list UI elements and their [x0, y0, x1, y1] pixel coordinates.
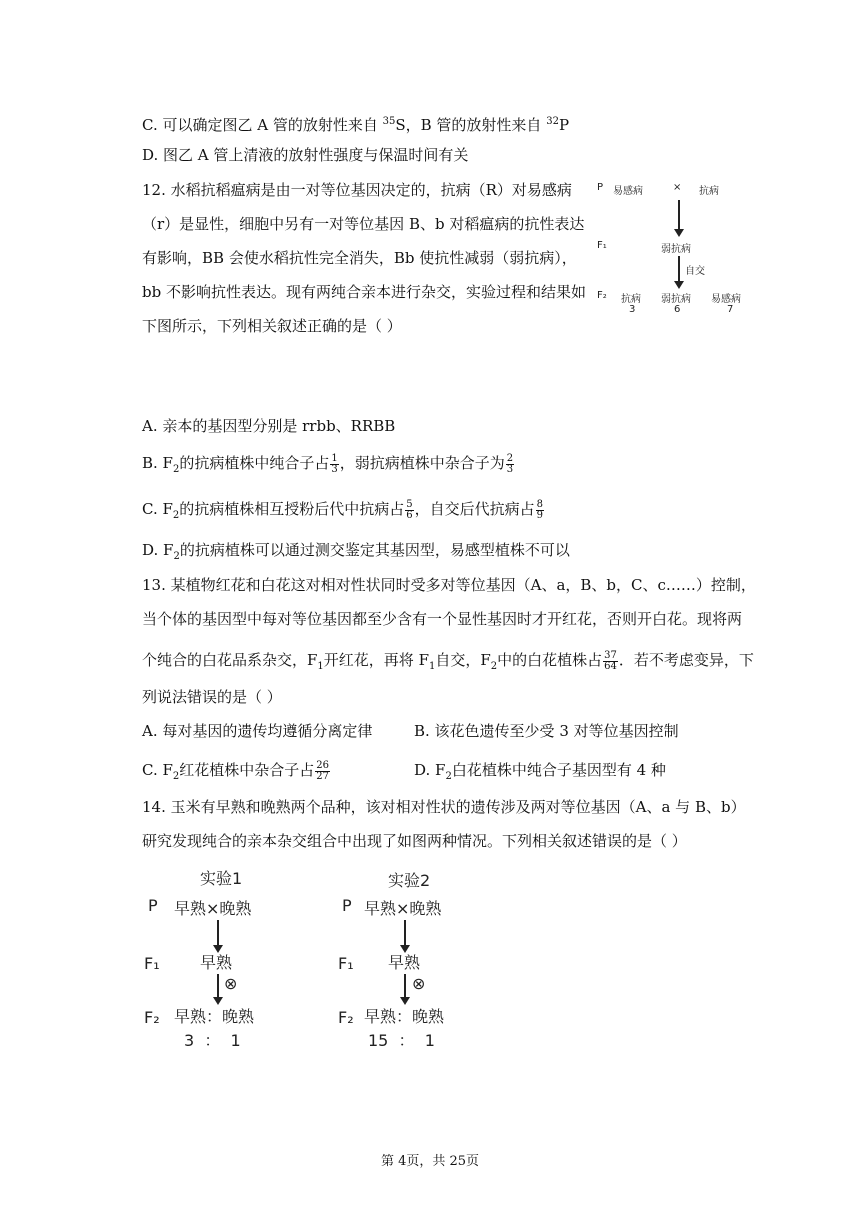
selfing-icon: ⊗: [224, 974, 238, 993]
selfing-icon: ⊗: [412, 974, 426, 993]
f1-phenotype: 早熟: [388, 953, 421, 972]
arrow-down-icon: [217, 974, 219, 998]
generation-f1-label: F₁: [597, 240, 607, 251]
generation-f1-label: F₁: [338, 954, 354, 973]
experiment-title: 实验1: [200, 869, 243, 888]
f2-phenotypes: 早熟：晚熟: [174, 1007, 255, 1026]
q12-option-d: D. $F_2$的抗病植株可以通过测交鉴定其基因型，易感型植株不可以: [142, 541, 570, 562]
arrow-down-icon: [404, 920, 406, 946]
generation-f2-label: F₂: [338, 1008, 354, 1027]
arrow-down-icon: [217, 920, 219, 946]
arrow-down-icon: [678, 256, 680, 282]
q11-option-d: D. 图乙 A 管上清液的放射性强度与保温时间有关: [142, 146, 469, 164]
experiment-2-diagram: [334, 862, 484, 1062]
q12-stem-line-1: 12. 水稻抗稻瘟病是由一对等位基因决定的，抗病（R）对易感病: [142, 181, 572, 199]
f2-ratio-weak: 6: [674, 304, 681, 315]
generation-p-label: P: [342, 896, 352, 915]
f2-ratio: 3 ： 1: [184, 1031, 241, 1050]
parent-susceptible: 易感病: [613, 186, 643, 197]
f2-ratio-resistant: 3: [629, 304, 636, 315]
q13-stem-line-1: 13. 某植物红花和白花这对相对性状同时受多对等位基因（A、a，B、b，C、c……）控制，: [142, 576, 756, 594]
f2-phenotype-resistant: 抗病: [621, 294, 641, 305]
q14-stem-line-1: 14. 玉米有早熟和晚熟两个品种，该对相对性状的遗传涉及两对等位基因（A、a 与 B、b）: [142, 798, 746, 816]
q14-stem-line-2: 研究发现纯合的亲本杂交组合中出现了如图两种情况。下列相关叙述错误的是（ ）: [142, 832, 687, 850]
fraction: $\frac{26}{27}$: [316, 759, 330, 782]
q13-option-c: C. $F_2$红花植株中杂合子占 $\frac{26}{27}$: [142, 759, 330, 782]
q13-stem-line-3: 个纯合的白花品系杂交，$F_1$开红花，再将 $F_1$自交，$F_2$中的白花植株占 $\frac{37}{64}$ ．若不考虑变异，下: [142, 649, 754, 672]
q12-stem-line-3: 有影响，BB 会使水稻抗性完全消失，Bb 使抗性减弱（弱抗病），: [142, 249, 577, 267]
experiment-1-diagram: [140, 862, 290, 1062]
f2-phenotype-susceptible: 易感病: [711, 294, 741, 305]
generation-f2-label: F₂: [144, 1008, 160, 1027]
fraction: $\frac{8}{9}$: [536, 498, 544, 521]
q13-option-a: A. 每对基因的遗传均遵循分离定律: [142, 722, 373, 740]
q12-option-a: A. 亲本的基因型分别是 rrbb、RRBB: [142, 417, 396, 435]
arrow-down-icon: [678, 200, 680, 230]
q12-stem-line-2: （r）是显性，细胞中另有一对等位基因 B、b 对稻瘟病的抗性表达: [142, 215, 585, 233]
q12-option-c: C. $F_2$的抗病植株相互授粉后代中抗病占 $\frac{5}{6}$ ，自交后代抗病占 $\frac{8}{9}$: [142, 498, 544, 521]
f2-ratio: 15 ： 1: [368, 1031, 435, 1050]
f1-phenotype: 弱抗病: [661, 244, 691, 255]
generation-p-label: P: [148, 896, 158, 915]
f2-phenotypes: 早熟：晚熟: [364, 1007, 445, 1026]
f1-phenotype: 早熟: [200, 953, 233, 972]
parent-cross: 早熟×晚熟: [174, 899, 252, 918]
fraction: $\frac{5}{6}$: [406, 498, 413, 521]
generation-f1-label: F₁: [144, 954, 160, 973]
parent-resistant: 抗病: [699, 186, 719, 197]
q13-option-b: B. 该花色遗传至少受 3 对等位基因控制: [414, 722, 679, 740]
f2-ratio-susceptible: 7: [727, 304, 734, 315]
fraction: $\frac{1}{3}$: [331, 452, 338, 475]
parent-cross: 早熟×晚熟: [364, 899, 442, 918]
q13-stem-line-2: 当个体的基因型中每对等位基因都至少含有一个显性基因时才开红花，否则开白花。现将两: [142, 610, 743, 628]
cross-symbol: ×: [673, 182, 682, 193]
q12-stem-line-5: 下图所示，下列相关叙述正确的是（ ）: [142, 317, 402, 335]
q13-stem-line-4: 列说法错误的是（ ）: [142, 688, 282, 706]
page-footer: 第 4页，共 25页: [380, 1154, 480, 1169]
arrow-down-icon: [404, 974, 406, 998]
generation-p-label: P: [597, 182, 604, 193]
fraction: $\frac{37}{64}$: [604, 649, 617, 672]
experiment-title: 实验2: [388, 871, 431, 890]
f2-phenotype-weak: 弱抗病: [661, 294, 691, 305]
q12-cross-diagram: [595, 180, 755, 320]
fraction: $\frac{2}{3}$: [506, 452, 514, 475]
q12-stem-line-4: bb 不影响抗性表达。现有两纯合亲本进行杂交，实验过程和结果如: [142, 283, 586, 301]
generation-f2-label: F₂: [597, 290, 607, 301]
selfing-label: 自交: [685, 266, 705, 277]
q12-option-b: B. $F_2$的抗病植株中纯合子占 $\frac{1}{3}$ ，弱抗病植株中杂合子为 $\frac{2}{3}$: [142, 452, 514, 475]
q13-option-d: D. $F_2$白花植株中纯合子基因型有 4 种: [414, 761, 666, 782]
q11-option-c: C. 可以确定图乙 A 管的放射性来自 $^{35}$S，B 管的放射性来自 $^{32}$P: [142, 116, 570, 134]
